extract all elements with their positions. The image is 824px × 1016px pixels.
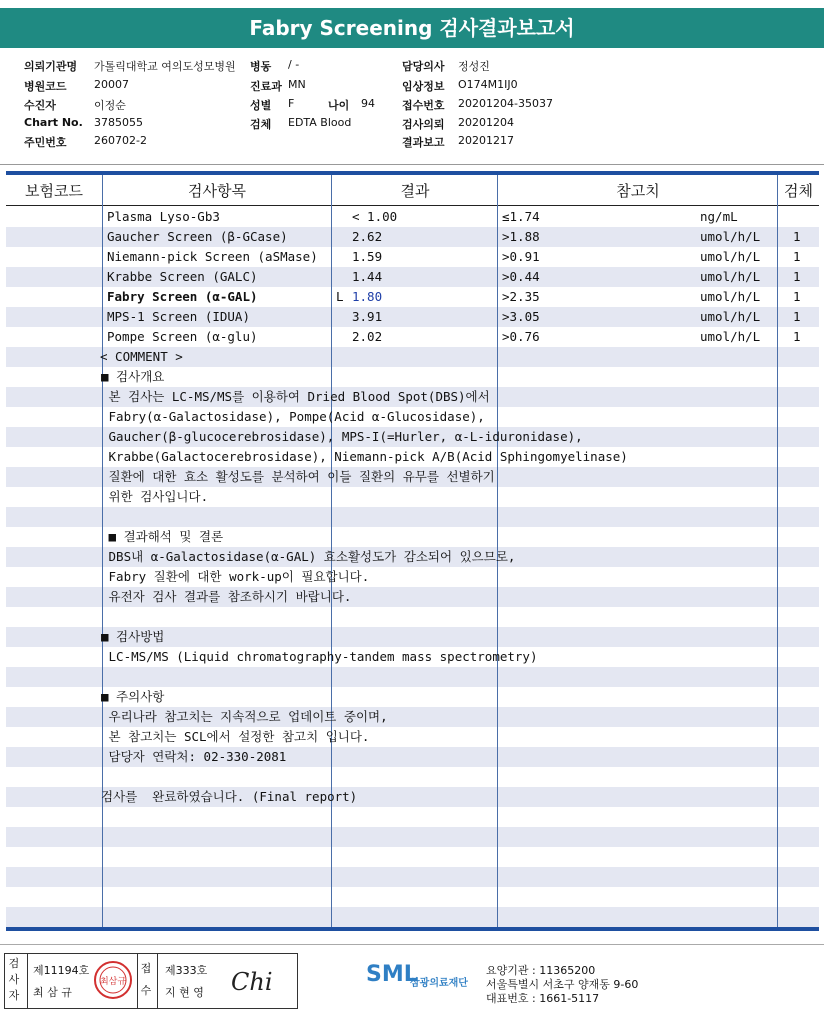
info-department: 진료과 MN (250, 78, 306, 93)
info-resident-no: 주민번호 260702-2 (24, 134, 147, 149)
comment-line: ■ 검사개요 (101, 369, 165, 384)
header-reference: 참고치 (616, 182, 660, 200)
examiner-no: 제11194호 (33, 964, 90, 977)
info-hospital: 의뢰기관명 가톨릭대학교 여의도성모병원 (24, 60, 236, 73)
reviewer-label: 접수 (140, 962, 152, 997)
specimen-code: 1 (793, 289, 801, 304)
comment-line: 질환에 대한 효소 활성도를 분석하여 이들 질환의 유무를 선별하기 (101, 469, 495, 484)
reference-unit: ng/mL (700, 209, 738, 224)
table-bottom-rule (6, 927, 819, 931)
table-row (0, 307, 824, 327)
signature-text: Chi (231, 968, 273, 996)
test-item: Krabbe Screen (GALC) (107, 269, 258, 284)
row-band (6, 847, 819, 867)
row-band (6, 767, 819, 787)
row-band (6, 507, 819, 527)
org-phone: 대표번호 : 1661-5117 (486, 992, 600, 1005)
reference-range: >3.05 (502, 309, 540, 324)
specimen-code: 1 (793, 249, 801, 264)
table-row (0, 227, 824, 247)
table-row (0, 327, 824, 347)
org-address: 서울특별시 서초구 양재동 9-60 (486, 978, 639, 991)
comment-line: ■ 주의사항 (101, 689, 165, 704)
test-item: Pompe Screen (α-glu) (107, 329, 258, 344)
comment-line: Krabbe(Galactocerebrosidase), Niemann-pick A/B(Acid Sphingomyelinase) (101, 449, 628, 464)
reference-range: >2.35 (502, 289, 540, 304)
specimen-code: 1 (793, 329, 801, 344)
info-clinical: 임상정보 O174M1IJ0 (402, 78, 518, 93)
specimen-code: 1 (793, 309, 801, 324)
comment-line: ■ 검사방법 (101, 629, 165, 644)
signature-box (4, 953, 298, 1009)
header-test-item: 검사항목 (188, 182, 246, 200)
box-divider-3 (157, 954, 158, 1008)
table-row (0, 287, 824, 307)
comment-line: Fabry 질환에 대한 work-up이 필요합니다. (101, 569, 370, 584)
reference-range: ≤1.74 (502, 209, 540, 224)
reference-unit: umol/h/L (700, 309, 761, 324)
comment-line: 우리나라 참고치는 지속적으로 업데이트 중이며, (101, 709, 388, 724)
comment-line: 위한 검사입니다. (101, 489, 209, 504)
test-item: Plasma Lyso-Gb3 (107, 209, 220, 224)
table-row (0, 267, 824, 287)
row-band (6, 827, 819, 847)
comment-header: < COMMENT > (100, 349, 183, 364)
reviewer-signature (227, 960, 273, 1000)
test-item: Niemann-pick Screen (aSMase) (107, 249, 318, 264)
result-value: 3.91 (352, 309, 383, 324)
result-value: 1.59 (352, 249, 383, 264)
logo-text: SML (366, 962, 418, 987)
info-patient: 수진자 이정순 (24, 99, 126, 112)
reference-unit: umol/h/L (700, 229, 761, 244)
reference-unit: umol/h/L (700, 269, 761, 284)
row-band (6, 667, 819, 687)
box-divider-1 (27, 954, 28, 1008)
info-chart: Chart No. 3785055 (24, 116, 143, 129)
report-title: Fabry Screening 검사결과보고서 (0, 8, 824, 48)
specimen-code: 1 (793, 229, 801, 244)
row-band (6, 867, 819, 887)
row-band (6, 907, 819, 927)
examiner-seal (93, 960, 133, 1000)
result-flag: L (336, 289, 344, 304)
comment-line: 본 검사는 LC-MS/MS를 이용하여 Dried Blood Spot(DBS)에서 (101, 389, 490, 404)
test-item: Gaucher Screen (β-GCase) (107, 229, 288, 244)
reviewer-name: 지 현 영 (165, 986, 204, 999)
header-specimen: 검체 (784, 182, 813, 200)
info-report-date: 결과보고 20201217 (402, 134, 514, 149)
examiner-name: 최 삼 규 (33, 986, 72, 999)
header-result: 결과 (400, 182, 430, 200)
info-sex-age: 성별 F 나이 94 (250, 97, 375, 112)
table-row (0, 247, 824, 267)
comment-line: 검사를 완료하였습니다. (Final report) (101, 789, 358, 804)
result-value: < 1.00 (352, 209, 398, 224)
comment-line: Gaucher(β-glucocerebrosidase), MPS-I(=Hurler, α-L-iduronidase), (101, 429, 583, 444)
comment-line: 담당자 연락처: 02-330-2081 (101, 749, 287, 764)
info-request-date: 검사의뢰 20201204 (402, 116, 514, 131)
info-ward: 병동 / - (250, 58, 300, 73)
table-top-rule (6, 171, 819, 175)
result-value: 1.44 (352, 269, 383, 284)
row-band (6, 607, 819, 627)
info-doctor: 담당의사 정성진 (402, 60, 490, 73)
reference-range: >1.88 (502, 229, 540, 244)
org-code: 요양기관 : 11365200 (486, 964, 596, 977)
test-item: Fabry Screen (α-GAL) (107, 289, 258, 304)
reference-unit: umol/h/L (700, 249, 761, 264)
reference-range: >0.44 (502, 269, 540, 284)
comment-line: 유전자 검사 결과를 참조하시기 바랍니다. (101, 589, 352, 604)
info-specimen: 검체 EDTA Blood (250, 116, 352, 131)
header-insurance-code: 보험코드 (25, 182, 83, 200)
test-item: MPS-1 Screen (IDUA) (107, 309, 250, 324)
row-band (6, 887, 819, 907)
info-hospital-code: 병원코드 20007 (24, 78, 129, 93)
box-divider-2 (137, 954, 138, 1008)
reference-unit: umol/h/L (700, 289, 761, 304)
info-accession: 접수번호 20201204-35037 (402, 97, 553, 112)
examiner-label: 검사자 (8, 957, 20, 1002)
row-band (6, 807, 819, 827)
reference-range: >0.76 (502, 329, 540, 344)
info-divider (0, 164, 824, 165)
result-value: 1.80 (352, 289, 383, 304)
table-row (0, 207, 824, 227)
reference-unit: umol/h/L (700, 329, 761, 344)
comment-line: LC-MS/MS (Liquid chromatography-tandem mass spectrometry) (101, 649, 538, 664)
page-bottom-rule (0, 944, 824, 945)
specimen-code: 1 (793, 269, 801, 284)
result-value: 2.02 (352, 329, 383, 344)
comment-line: 본 참고치는 SCL에서 설정한 참고치 입니다. (101, 729, 370, 744)
reviewer-no: 제333호 (165, 964, 208, 977)
org-name: 삼광의료재단 (410, 978, 468, 989)
reference-range: >0.91 (502, 249, 540, 264)
result-value: 2.62 (352, 229, 383, 244)
comment-line: DBS내 α-Galactosidase(α-GAL) 효소활성도가 감소되어 있으므로, (101, 549, 516, 564)
org-logo (366, 962, 468, 989)
seal-text: 최삼규 (99, 977, 127, 987)
comment-line: Fabry(α-Galactosidase), Pompe(Acid α-Glucosidase), (101, 409, 485, 424)
comment-line: ■ 결과해석 및 결론 (101, 529, 224, 544)
